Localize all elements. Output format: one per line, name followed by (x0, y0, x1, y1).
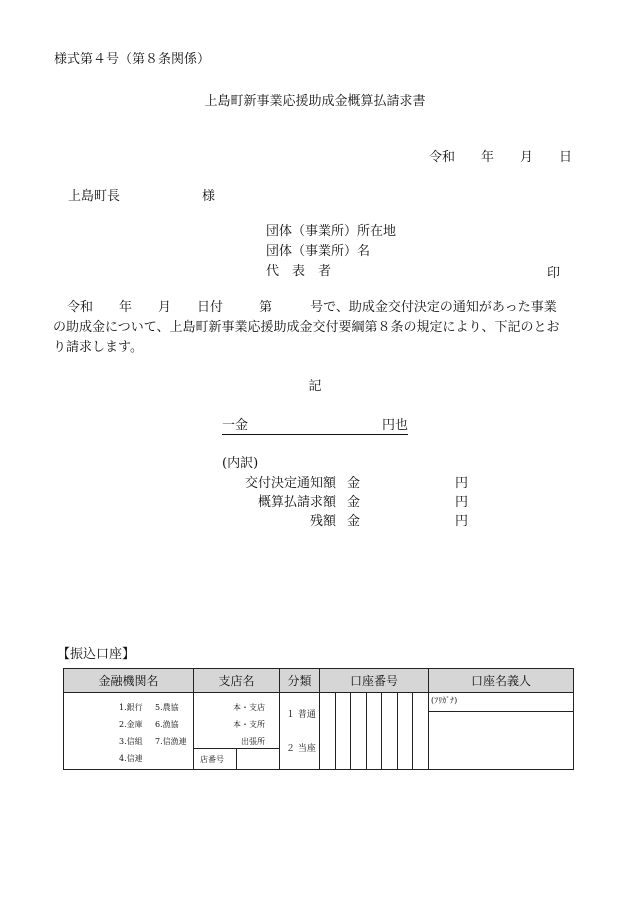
header-account-holder: 口座名義人 (429, 669, 574, 693)
header-bank: 金融機関名 (64, 669, 194, 693)
header-branch: 支店名 (194, 669, 280, 693)
branch-cell[interactable] (194, 693, 280, 770)
breakdown-yen: 円 (455, 514, 469, 529)
store-number-box (194, 748, 237, 769)
breakdown-title: (内訳) (222, 456, 259, 471)
digit-box[interactable] (320, 693, 336, 769)
account-header-row (64, 669, 574, 693)
branch-type-option: 本・支所 (233, 720, 265, 729)
account-holder-cell[interactable] (429, 693, 574, 770)
classification-cell[interactable] (280, 693, 320, 770)
digit-box[interactable] (351, 693, 367, 769)
furigana-label: (ﾌﾘｶﾞﾅ) (431, 696, 458, 705)
digit-box[interactable] (382, 693, 398, 769)
classification-current: ２ 当座 (286, 744, 316, 754)
store-number-label: 店番号 (200, 755, 224, 764)
date-year: 年 (480, 150, 494, 165)
request-line-3: り請求します。 (53, 340, 143, 355)
body-year: 年 (119, 300, 133, 315)
header-account-number: 口座番号 (320, 669, 429, 693)
addressee (68, 185, 215, 204)
date-day: 日 (558, 150, 572, 165)
digit-box[interactable] (336, 693, 352, 769)
note-mark: 記 (308, 379, 322, 394)
breakdown-kin: 金 (347, 495, 361, 510)
bank-type-options (119, 699, 191, 767)
branch-type-options (233, 699, 265, 750)
applicant-block (266, 222, 396, 282)
applicant-location-label: 団体（事業所）所在地 (266, 224, 397, 239)
breakdown-yen: 円 (455, 495, 469, 510)
bank-account-table (63, 668, 574, 770)
addressee-name: 上島町長 (68, 189, 121, 204)
body-day: 日付 (197, 300, 224, 315)
date-era: 令和 (428, 150, 455, 165)
bank-type-option-row: 2.金庫 6.漁協 (119, 720, 179, 729)
date-line (429, 146, 572, 165)
addressee-honorific: 様 (202, 189, 216, 204)
digit-box[interactable] (367, 693, 383, 769)
account-number-cell[interactable] (320, 693, 429, 770)
body-line1-rest: 号で、助成金交付決定の通知があった事業 (310, 300, 557, 315)
digit-box[interactable] (413, 693, 428, 769)
bank-type-option-row: 4.信連 (119, 754, 143, 763)
total-amount-line (222, 414, 408, 435)
account-section-title: 【振込口座】 (57, 647, 136, 662)
form-number: 様式第４号（第８条関係） (54, 52, 211, 67)
breakdown-kin: 金 (347, 514, 361, 529)
header-class: 分類 (280, 669, 320, 693)
bank-type-option-row: 3.信組 7.信漁連 (119, 737, 187, 746)
body-month: 月 (158, 300, 172, 315)
body-dai: 第 (259, 300, 273, 315)
applicant-name-label: 団体（事業所）名 (266, 244, 371, 259)
seal-mark: 印 (546, 266, 560, 281)
classification-ordinary: １ 普通 (286, 710, 316, 720)
breakdown-yen: 円 (455, 476, 469, 491)
date-month: 月 (519, 150, 533, 165)
furigana-divider (429, 711, 573, 712)
breakdown-kin: 金 (347, 476, 361, 491)
account-number-digits[interactable] (320, 693, 428, 769)
document-title: 上島町新事業応援助成金概算払請求書 (204, 94, 426, 109)
breakdown-label: 交付決定通知額 (244, 476, 336, 491)
breakdown-label: 概算払請求額 (257, 495, 336, 510)
branch-type-option: 本・支店 (233, 703, 265, 712)
applicant-representative-label: 代 表 者 (266, 264, 332, 279)
account-input-row (64, 693, 574, 770)
total-prefix: 一金 (222, 418, 249, 433)
request-line-1 (53, 298, 581, 318)
bank-type-cell[interactable] (64, 693, 194, 770)
request-line-2: の助成金について、上島町新事業応援助成金交付要綱第８条の規定により、下記のとお (53, 320, 560, 335)
total-suffix: 円也 (381, 418, 408, 433)
store-number-field[interactable] (236, 748, 279, 769)
digit-box[interactable] (398, 693, 414, 769)
branch-type-option: 出張所 (241, 737, 265, 746)
body-era: 令和 (67, 300, 94, 315)
bank-type-option-row: 1.銀行 5.農協 (119, 703, 179, 712)
breakdown-label: 残額 (309, 514, 336, 529)
request-body (53, 298, 581, 358)
